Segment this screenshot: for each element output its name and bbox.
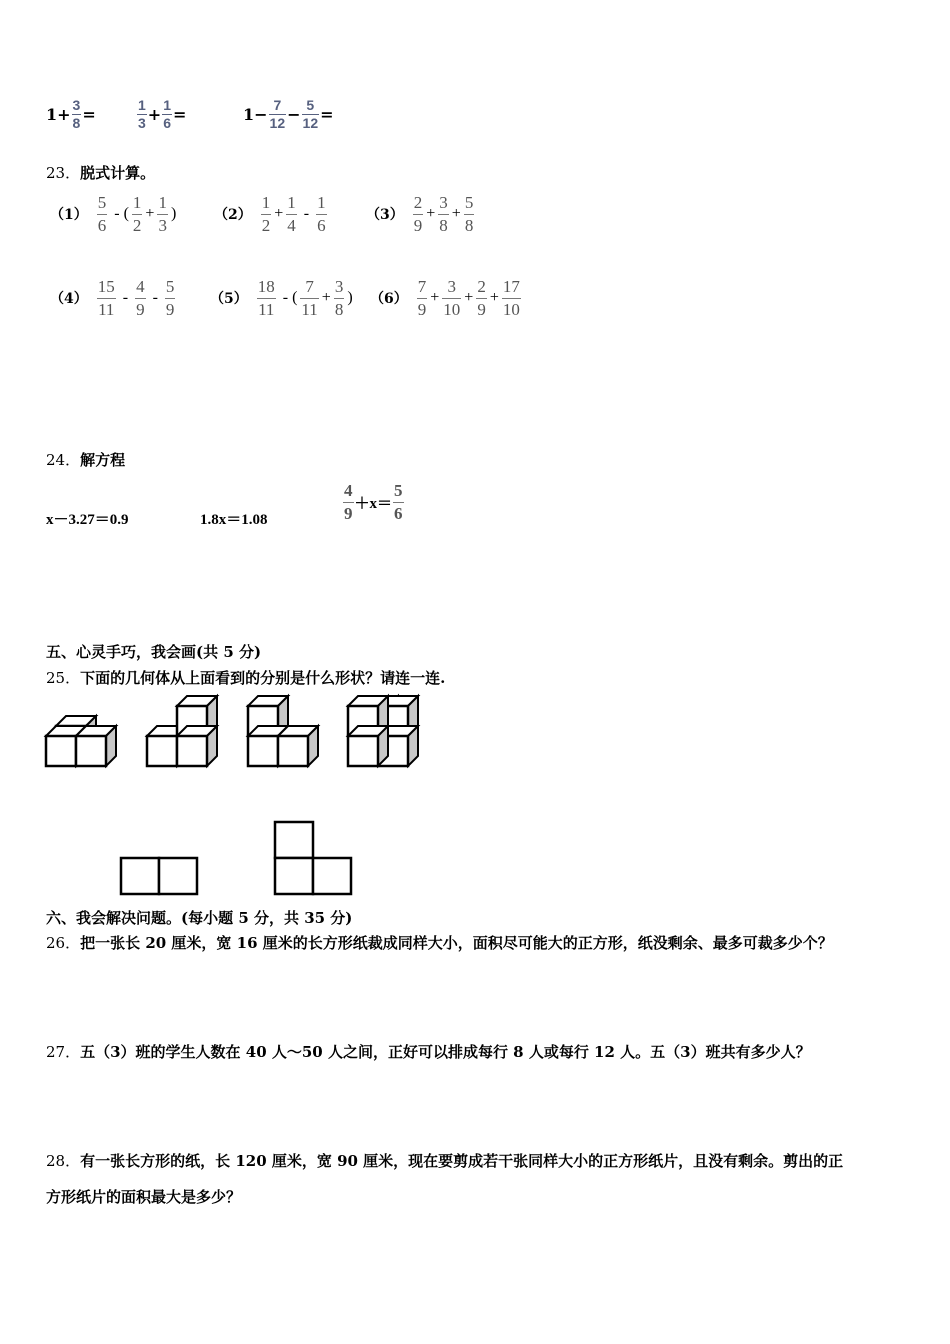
equation-1: x－3.27＝0.9: [46, 512, 129, 528]
solid-figure-4: [348, 696, 418, 766]
expression-2: [136, 98, 186, 130]
fraction: $\frac{1}{2}$: [132, 193, 142, 235]
question-text: 五（3）班的学生人数在 40 人～50 人之间，正好可以排成每行 8 人或每行 12 人。五（3）班共有多少人？: [80, 1043, 811, 1061]
q23-item-2: [214, 194, 328, 235]
fraction: $\frac{17}{10}$: [502, 277, 520, 319]
question-number: 25．: [46, 669, 81, 687]
top-view-shapes: [115, 818, 360, 900]
q23-item-4: [50, 278, 176, 319]
operator: +: [147, 104, 162, 124]
top-view-shape-1: [121, 858, 197, 894]
q28-line-2: 方形纸片的面积最大是多少？: [46, 1188, 242, 1206]
operator: −: [287, 104, 301, 124]
q26: [46, 932, 833, 953]
question-number: 26．: [46, 934, 81, 952]
fraction: $\frac{1}{6}$: [163, 97, 171, 131]
operator: +: [426, 205, 436, 223]
q23-heading: [46, 162, 155, 183]
expr3-lead: 1−: [243, 104, 268, 124]
fraction: $\frac{3}{10}$: [443, 277, 461, 319]
operator: +: [430, 289, 440, 307]
fraction: $\frac{2}{9}$: [413, 193, 423, 235]
operator: ): [170, 205, 177, 223]
fraction: $\frac{7}{11}$: [301, 277, 318, 319]
fraction: $\frac{18}{11}$: [257, 277, 275, 319]
question-text: 把一张长 20 厘米，宽 16 厘米的长方形纸裁成同样大小，面积尽可能大的正方形，纸没剩余、最多可裁多少个？: [80, 934, 833, 952]
operator: +: [464, 289, 474, 307]
fraction: $\frac{7}{12}$: [269, 97, 286, 131]
expr2-tail: =: [173, 104, 187, 124]
operator: - (: [110, 205, 129, 223]
expr1-tail: =: [82, 104, 96, 124]
fraction: $\frac{5}{8}$: [464, 193, 474, 235]
fraction: $\frac{1}{6}$: [317, 193, 326, 235]
operator: +: [321, 289, 331, 307]
expression-3: [243, 98, 334, 130]
fraction: $\frac{3}{8}$: [439, 193, 448, 235]
equation-3: [342, 482, 405, 523]
fraction: $\frac{7}{9}$: [417, 277, 427, 319]
question-title: 解方程: [80, 451, 126, 469]
question-title: 脱式计算。: [80, 164, 156, 182]
q24-heading: [46, 449, 125, 470]
q23-item-5: [210, 278, 355, 319]
operator: +: [451, 205, 461, 223]
solid-figure-2: [147, 696, 217, 766]
q28: [46, 1150, 843, 1171]
fraction: $\frac{1}{3}$: [158, 193, 167, 235]
question-number: 27．: [46, 1043, 81, 1061]
expr3-tail: =: [320, 104, 334, 124]
q23-item-6: [370, 278, 522, 319]
fraction: $\frac{1}{4}$: [287, 193, 296, 235]
q23-item-3: [366, 194, 475, 235]
fraction: $\frac{5}{6}$: [97, 193, 107, 235]
operator: +: [274, 205, 284, 223]
operator: ): [347, 289, 353, 307]
q25-heading: [46, 667, 445, 688]
top-view-shape-2: [275, 822, 351, 894]
q27: [46, 1041, 811, 1062]
fraction: $\frac{1}{2}$: [261, 193, 271, 235]
equation-middle: ＋x＝: [354, 495, 393, 512]
question-number: 23．: [46, 164, 81, 182]
fraction: $\frac{2}{9}$: [477, 277, 486, 319]
operator: -: [118, 289, 133, 307]
equation-2: 1.8x＝1.08: [200, 512, 268, 528]
operator: - (: [278, 289, 298, 307]
fraction: $\frac{5}{6}$: [394, 481, 403, 523]
question-text: 下面的几何体从上面看到的分别是什么形状？请连一连.: [80, 669, 446, 687]
fraction: $\frac{1}{3}$: [138, 97, 146, 131]
fraction: $\frac{5}{9}$: [165, 277, 175, 319]
item-label: （3）: [366, 207, 404, 224]
item-label: （5）: [210, 291, 248, 308]
operator: -: [299, 205, 314, 223]
question-text-line-1: 有一张长方形的纸，长 120 厘米，宽 90 厘米，现在要剪成若干张同样大小的正方形纸片，且没有剩余。剪出的正: [80, 1152, 844, 1170]
q23-item-1: [50, 194, 178, 235]
operator: +: [145, 205, 155, 223]
item-label: （2）: [214, 207, 252, 224]
expression-1: [46, 98, 96, 130]
cube-figures: [40, 690, 440, 775]
item-label: （6）: [370, 291, 408, 308]
fraction: $\frac{3}{8}$: [334, 277, 344, 319]
solid-figure-1: [46, 716, 116, 766]
item-label: （1）: [50, 207, 88, 224]
fraction: $\frac{3}{8}$: [72, 97, 81, 131]
fraction: $\frac{5}{12}$: [302, 97, 319, 131]
item-label: （4）: [50, 291, 88, 308]
solid-figure-3: [248, 696, 318, 766]
fraction: $\frac{4}{9}$: [136, 277, 145, 319]
operator: -: [148, 289, 162, 307]
fraction: $\frac{15}{11}$: [97, 277, 115, 319]
section-6-title: 六、我会解决问题。(每小题 5 分，共 35 分): [46, 909, 353, 927]
expr1-lead: 1+: [46, 104, 71, 124]
question-number: 24．: [46, 451, 81, 469]
question-number: 28．: [46, 1152, 81, 1170]
fraction: $\frac{4}{9}$: [344, 481, 353, 523]
operator: +: [489, 289, 499, 307]
section-5-title: 五、心灵手巧，我会画(共 5 分): [46, 643, 262, 661]
